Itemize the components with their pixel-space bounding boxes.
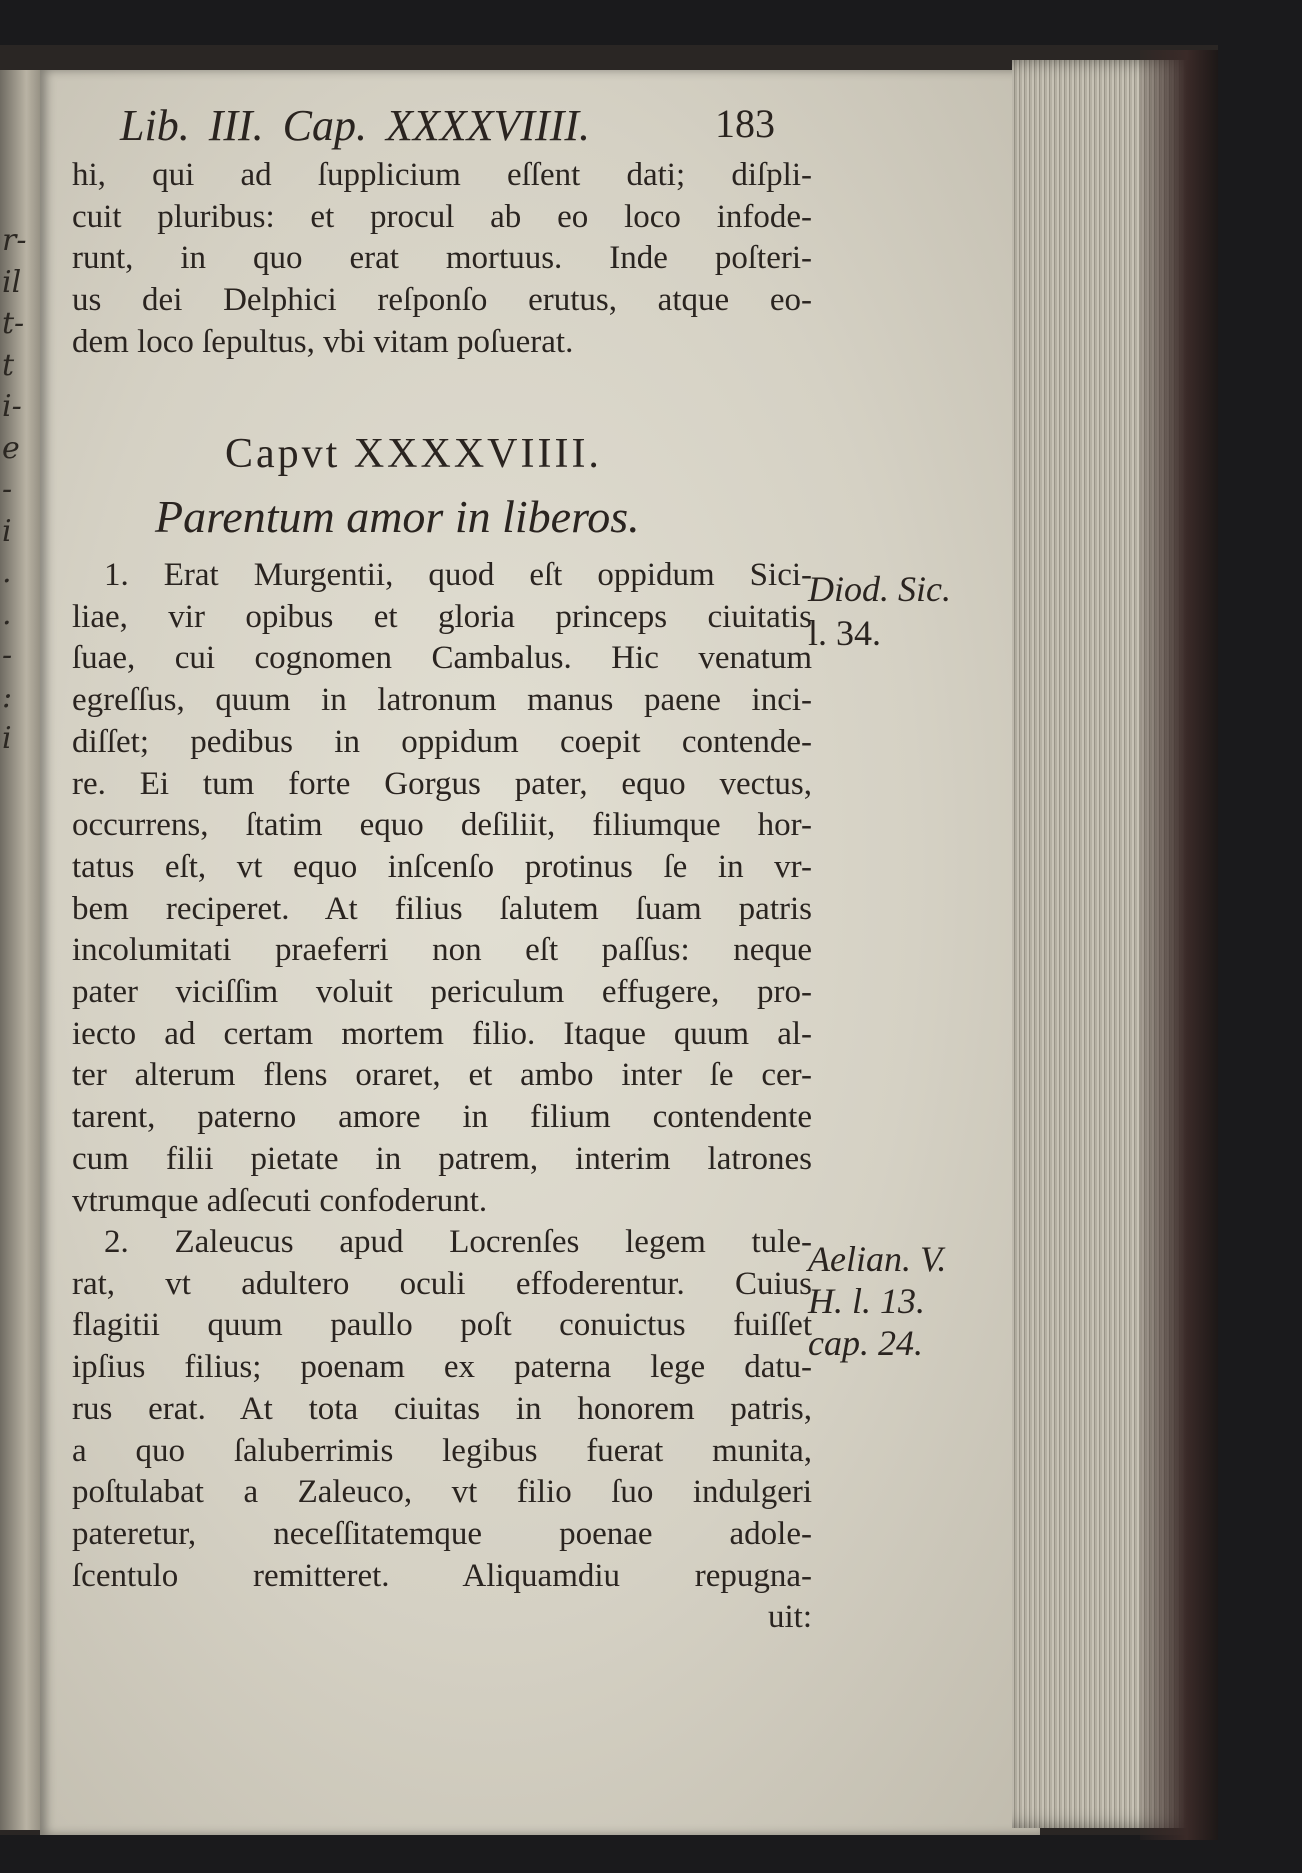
previous-page-fragment: . [2,555,12,590]
marginal-note-aelian-ref: H. l. 13. [808,1281,925,1321]
previous-page-fragments [2,220,42,760]
previous-page-fragment: t- [2,306,25,341]
text-line: ipſius filius; poenam ex paterna lege datu- [72,1349,812,1386]
text-line: 2. Zaleucus apud Locrenſes legem tule- [104,1224,812,1260]
previous-page-fragment: e [2,430,20,466]
text-line: cum filii pietate in patrem, interim latrones [72,1140,812,1177]
text-line: ſcentulo remitteret. Aliquamdiu repugna- [72,1557,812,1594]
running-header: Lib. III. Cap. XXXXVIIII. [120,101,590,150]
text-line: runt, in quo erat mortuus. Inde poſteri- [72,240,812,277]
text-line: hi, qui ad ſupplicium eſſent dati; diſpli- [72,157,812,193]
text-line: dem loco ſepultus, vbi vitam poſuerat. [72,323,574,360]
marginal-note-diodorus: Diod. Sic. [808,569,951,609]
chapter-title: Parentum amor in liberos. [155,491,640,542]
previous-page-fragment: i [2,513,12,549]
text-line: flagitii quum paullo poſt conuictus fuiſſet [72,1307,812,1344]
marginal-note-aelian-cap: cap. 24. [808,1323,923,1363]
previous-page-fragment: - [2,472,13,507]
page-number: 183 [715,101,775,146]
previous-page-fragment: i- [2,389,22,424]
text-line: occurrens, ſtatim equo deſiliit, filiumque hor- [72,807,812,844]
text-line: tarent, paterno amore in filium contendente [72,1099,812,1136]
text-line: 1. Erat Murgentii, quod eſt oppidum Sici- [104,557,812,593]
chapter-heading: Capvt XXXXVIIII. [225,431,602,477]
text-line: liae, vir opibus et gloria princeps ciuitatis [72,598,812,635]
text-line: iecto ad certam mortem filio. Itaque quum al- [72,1015,812,1052]
previous-page-fragment: i [2,721,12,756]
previous-page-fragment: r- [2,223,27,258]
previous-page-fragment: . [2,596,12,632]
marginal-note-diodorus-ref: l. 34. [808,613,882,653]
text-line: rat, vt adultero oculi effoderentur. Cuius [72,1265,812,1302]
text-line: incolumitati praeferri non eſt paſſus: neque [72,932,812,969]
text-line: ter alterum flens oraret, et ambo inter ſe cer- [72,1057,812,1094]
text-line: egreſſus, quum in latronum manus paene inci- [72,682,812,719]
previous-page-fragment: : [2,679,13,715]
text-line: us dei Delphici reſponſo erutus, atque eo- [72,282,812,319]
text-line: pateretur, neceſſitatemque poenae adole- [72,1515,812,1552]
marginal-note-aelian: Aelian. V. [808,1239,947,1279]
text-line: bem reciperet. At filius ſalutem ſuam patris [72,890,812,927]
text-line: cuit pluribus: et procul ab eo loco infode- [72,198,812,235]
text-line: ſuae, cui cognomen Cambalus. Hic venatum [72,640,812,677]
previous-page-fragment: il [2,264,22,300]
paragraph-2 [72,1222,812,1639]
text-line: vtrumque adſecuti confoderunt. [72,1182,488,1219]
intro-paragraph [72,155,812,364]
binding-shadow [1140,50,1218,1840]
text-line: a quo ſaluberrimis legibus fuerat munita, [72,1432,812,1469]
text-line: diſſet; pedibus in oppidum coepit contende- [72,723,812,760]
catchword: uit: [767,1599,812,1636]
text-line: poſtulabat a Zaleuco, vt filio ſuo indulgeri [72,1474,812,1511]
text-line: rus erat. At tota ciuitas in honorem patris, [72,1390,812,1427]
text-line: pater viciſſim voluit periculum effugere, pro- [72,974,812,1011]
previous-page-fragment: - [2,638,13,673]
text-line: tatus eſt, vt equo inſcenſo protinus ſe in vr- [72,848,812,885]
text-line: re. Ei tum forte Gorgus pater, equo vectus, [72,765,812,802]
previous-page-fragment: t [2,347,15,383]
paragraph-1 [72,555,812,1222]
previous-page-edge [0,70,44,1830]
